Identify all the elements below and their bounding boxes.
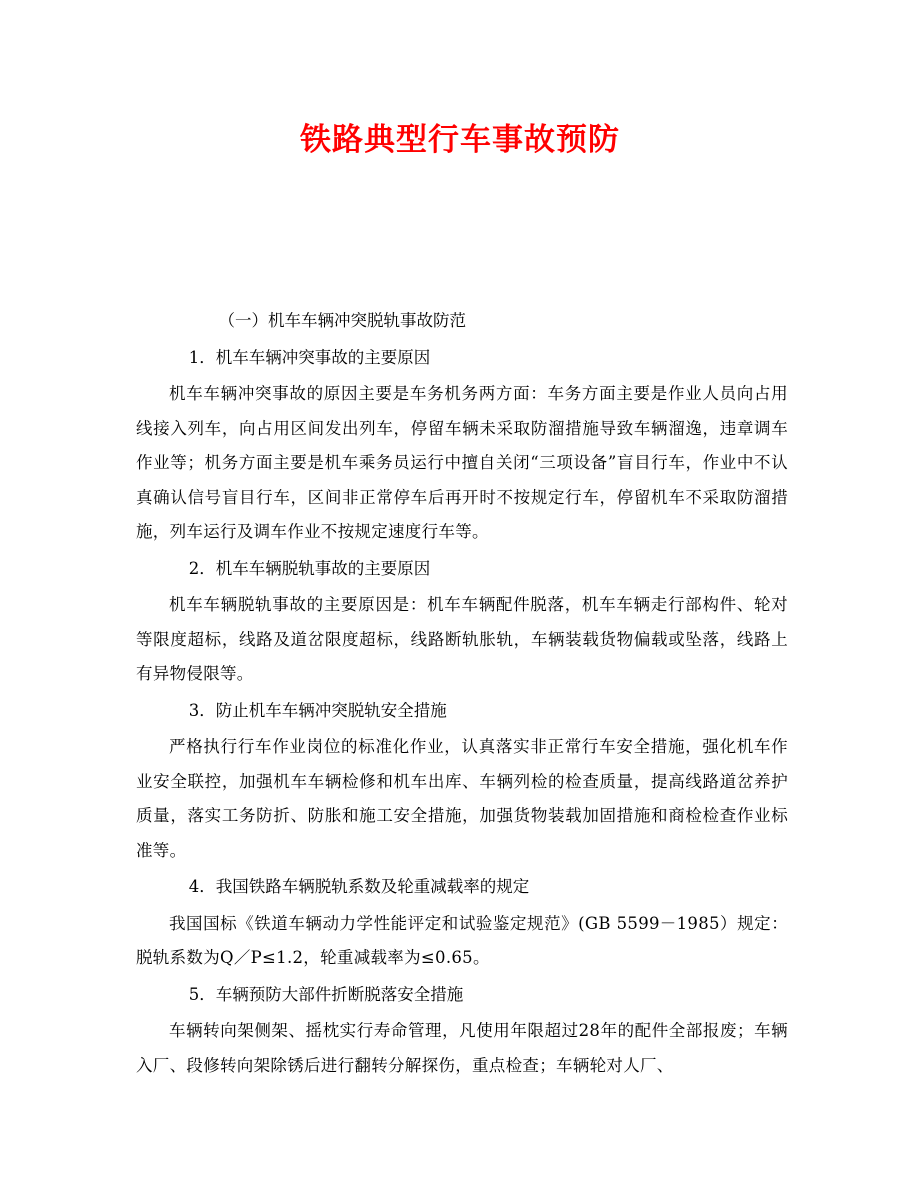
section-heading: （一）机车车辆冲突脱轨事故防范 [218, 311, 466, 330]
paragraph-2: 机车车辆脱轨事故的主要原因是：机车车辆配件脱落，机车车辆走行部构件、轮对等限度超标，线路及道岔限度超标，线路断轨胀轨，车辆装载货物偏载或坠落，线路上有异物侵限等。 [136, 595, 788, 683]
document-title: 铁路典型行车事故预防 [300, 122, 620, 158]
document-body [136, 304, 788, 1085]
paragraph-4: 我国国标《铁道车辆动力学性能评定和试验鉴定规范》(GB 5599－1985）规定：脱轨系数为Q／P≤1.2，轮重减载率为≤0.65。 [136, 913, 788, 967]
paragraph-5: 车辆转向架侧架、摇枕实行寿命管理，凡使用年限超过28年的配件全部报废；车辆入厂、段修转向架除锈后进行翻转分解探伤，重点检查；车辆轮对人厂、 [136, 1021, 788, 1075]
subsection-heading-5: 5．车辆预防大部件折断脱落安全措施 [188, 984, 464, 1004]
subsection-heading-2: 2．机车车辆脱轨事故的主要原因 [188, 558, 431, 578]
subsection-heading-3: 3．防止机车车辆冲突脱轨安全措施 [188, 700, 447, 720]
subsection-heading-1: 1．机车车辆冲突事故的主要原因 [188, 347, 431, 367]
subsection-heading-4: 4．我国铁路车辆脱轨系数及轮重减载率的规定 [188, 877, 530, 896]
paragraph-1: 机车车辆冲突事故的原因主要是车务机务两方面：车务方面主要是作业人员向占用线接入列车，向占用区间发出列车，停留车辆未采取防溜措施导致车辆溜逸，违章调车作业等；机务方面主要是机车乘务员运行中擅自关闭“三项设备”盲目行车，作业中不认真确认信号盲目行车，区间非正常停车后再开时不按规定行车，停留机车不采取防溜措施，列车运行及调车作业不按规定速度行车等。 [136, 384, 788, 541]
paragraph-3: 严格执行行车作业岗位的标准化作业，认真落实非正常行车安全措施，强化机车作业安全联控，加强机车车辆检修和机车出库、车辆列检的检查质量，提高线路道岔养护质量，落实工务防折、防胀和施工安全措施，加强货物装载加固措施和商检检查作业标准等。 [136, 737, 788, 860]
